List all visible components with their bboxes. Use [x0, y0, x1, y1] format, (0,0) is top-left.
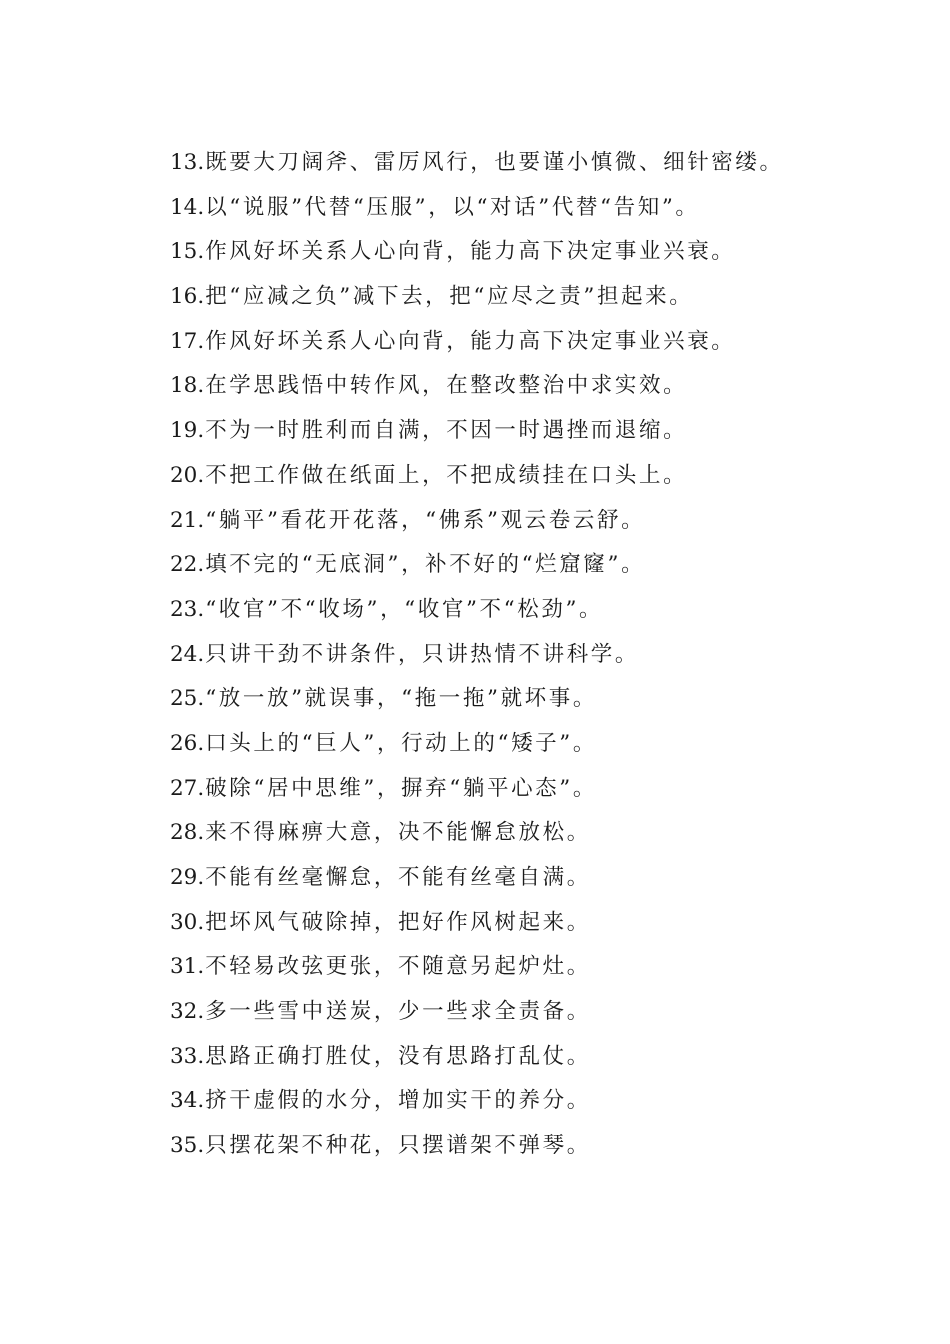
item-text: 破除“居中思维”，摒弃“躺平心态”。 — [205, 775, 597, 801]
list-item — [170, 1124, 784, 1169]
item-text: “躺平”看花开花落，“佛系”观云卷云舒。 — [205, 507, 646, 533]
item-text: 来不得麻痹大意，决不能懈怠放松。 — [205, 820, 591, 846]
list-item — [170, 230, 784, 275]
item-text: “收官”不“收场”，“收官”不“松劲”。 — [205, 596, 604, 622]
item-number: 26. — [170, 730, 205, 756]
list-item — [170, 901, 784, 946]
item-text: 不为一时胜利而自满，不因一时遇挫而退缩。 — [205, 418, 688, 444]
list-item — [170, 409, 784, 454]
item-text: 思路正确打胜仗，没有思路打乱仗。 — [205, 1043, 591, 1069]
list-item — [170, 633, 784, 678]
list-item — [170, 856, 784, 901]
item-number: 30. — [170, 909, 205, 935]
item-number: 14. — [170, 194, 205, 220]
item-text: “放一放”就误事，“拖一拖”就坏事。 — [205, 686, 597, 712]
list-item — [170, 1079, 784, 1124]
item-text: 只摆花架不种花，只摆谱架不弹琴。 — [205, 1133, 591, 1159]
list-item — [170, 499, 784, 544]
item-number: 22. — [170, 552, 205, 578]
item-number: 16. — [170, 284, 205, 310]
item-text: 既要大刀阔斧、雷厉风行，也要谨小慎微、细针密缕。 — [205, 150, 784, 175]
item-text: 多一些雪中送炭，少一些求全责备。 — [205, 999, 591, 1025]
numbered-list — [170, 141, 784, 1169]
item-text: 把坏风气破除掉，把好作风树起来。 — [205, 909, 591, 935]
item-number: 34. — [170, 1088, 205, 1114]
list-item — [170, 1035, 784, 1080]
item-number: 21. — [170, 507, 205, 533]
item-number: 20. — [170, 462, 205, 488]
list-item — [170, 588, 784, 633]
item-number: 17. — [170, 328, 205, 354]
list-item — [170, 543, 784, 588]
item-text: 不能有丝毫懈怠，不能有丝毫自满。 — [205, 865, 591, 890]
list-item — [170, 275, 784, 320]
item-number: 35. — [170, 1133, 205, 1159]
list-item — [170, 990, 784, 1035]
item-number: 19. — [170, 418, 205, 444]
item-text: 以“说服”代替“压服”，以“对话”代替“告知”。 — [205, 194, 700, 220]
item-text: 不把工作做在纸面上，不把成绩挂在口头上。 — [205, 462, 688, 488]
item-number: 15. — [170, 239, 205, 265]
item-number: 28. — [170, 820, 205, 846]
item-number: 18. — [170, 373, 205, 399]
list-item — [170, 677, 784, 722]
item-number: 27. — [170, 775, 205, 801]
list-item — [170, 722, 784, 767]
item-text: 挤干虚假的水分，增加实干的养分。 — [205, 1088, 591, 1114]
item-number: 31. — [170, 954, 205, 980]
item-number: 13. — [170, 150, 205, 175]
list-item — [170, 186, 784, 231]
item-text: 不轻易改弦更张，不随意另起炉灶。 — [205, 954, 591, 980]
item-text: 只讲干劲不讲条件，只讲热情不讲科学。 — [205, 641, 640, 667]
list-item — [170, 811, 784, 856]
item-number: 25. — [170, 686, 205, 712]
item-text: 在学思践悟中转作风，在整改整治中求实效。 — [205, 373, 688, 399]
item-text: 口头上的“巨人”，行动上的“矮子”。 — [205, 730, 597, 756]
item-text: 作风好坏关系人心向背，能力高下决定事业兴衰。 — [205, 328, 736, 354]
list-item — [170, 364, 784, 409]
list-item — [170, 141, 784, 186]
item-text: 作风好坏关系人心向背，能力高下决定事业兴衰。 — [205, 239, 736, 265]
item-number: 32. — [170, 999, 205, 1025]
list-item — [170, 454, 784, 499]
item-text: 填不完的“无底洞”，补不好的“烂窟窿”。 — [205, 552, 646, 578]
item-number: 23. — [170, 596, 205, 622]
list-item — [170, 320, 784, 365]
list-item — [170, 945, 784, 990]
item-number: 29. — [170, 865, 205, 890]
list-item — [170, 767, 784, 812]
item-text: 把“应减之负”减下去，把“应尽之责”担起来。 — [205, 284, 694, 310]
item-number: 24. — [170, 641, 205, 667]
item-number: 33. — [170, 1043, 205, 1069]
